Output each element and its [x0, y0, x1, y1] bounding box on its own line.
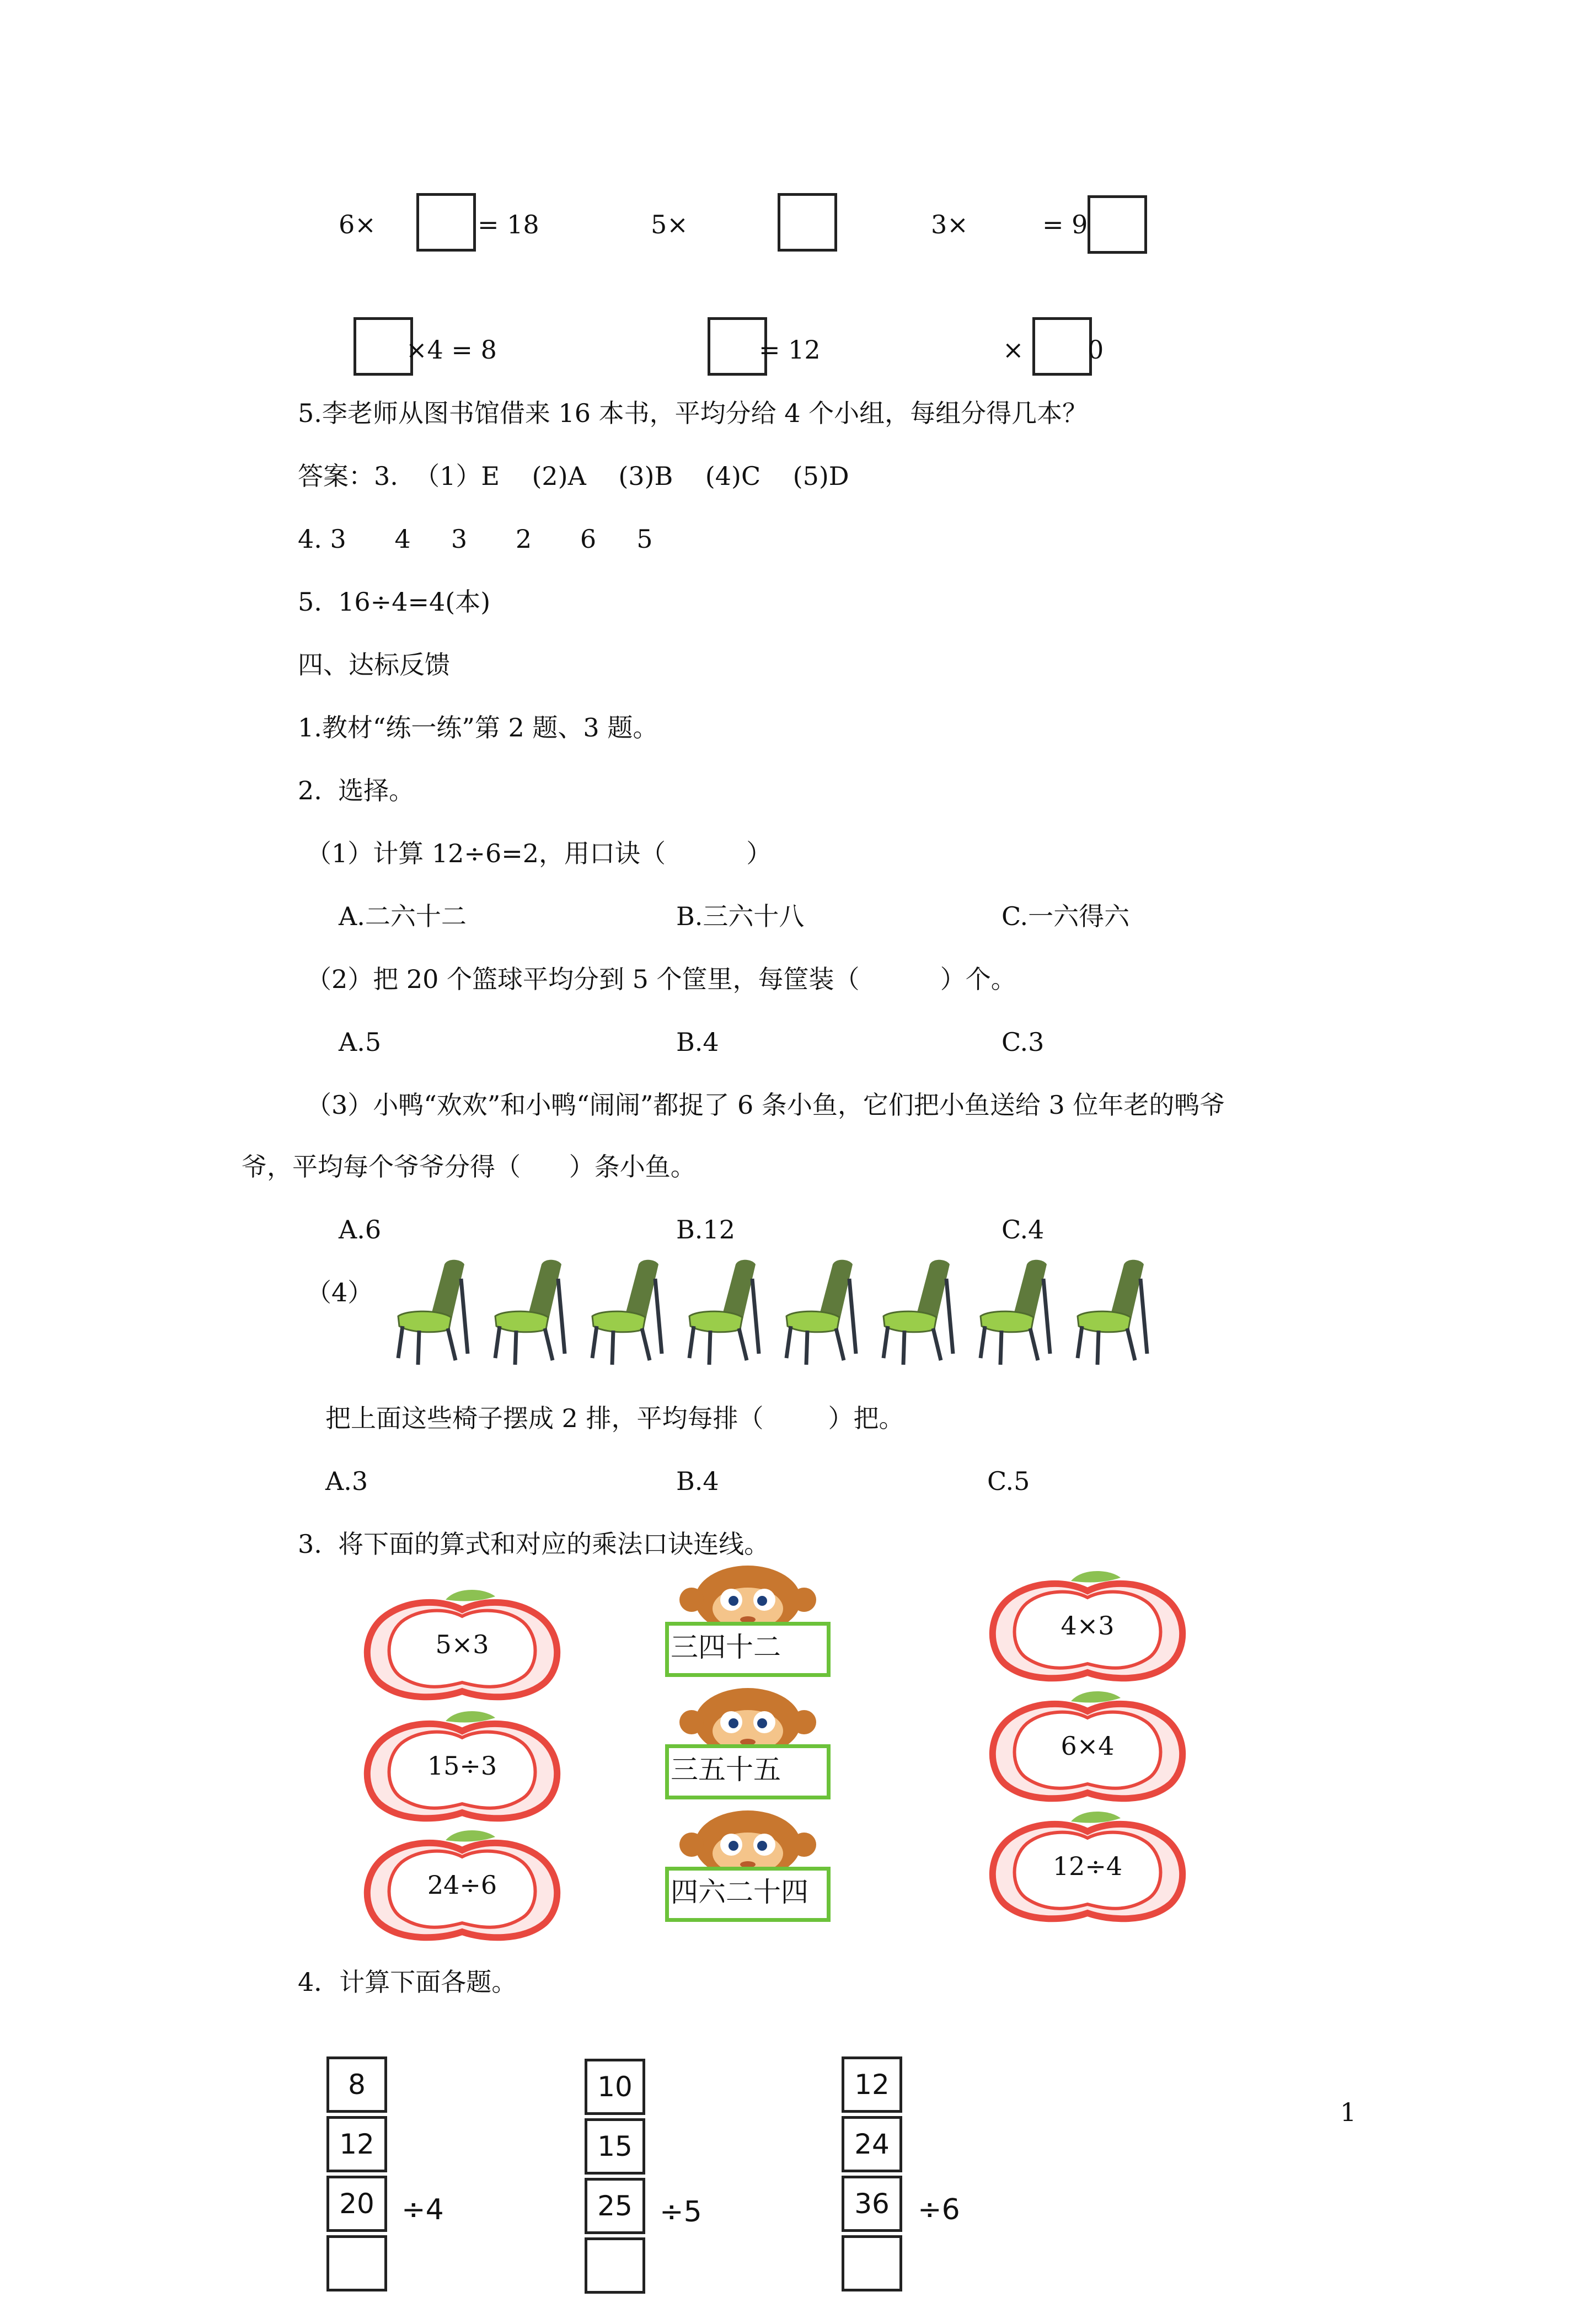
choice-1-question: （1）计算 12÷6=2，用口诀（ ） [306, 838, 772, 868]
fill-row1-expr2-left: 5× [651, 210, 688, 239]
apple-label: 4×3 [1061, 1611, 1115, 1641]
choice-3-option-c: C.4 [1001, 1215, 1045, 1244]
fill-row1-expr3-right: = 9 [1042, 210, 1088, 239]
monkey-sign-label: 四六二十四 [671, 1876, 808, 1908]
fill-row2-expr2: = 12 [759, 335, 821, 365]
monkey-sign-label: 三四十二 [671, 1631, 781, 1663]
calc-cell: 10 [585, 2059, 645, 2115]
apple-label: 24÷6 [427, 1870, 497, 1900]
choice-2-option-a: A.5 [339, 1027, 382, 1057]
chair-icon [779, 1257, 861, 1367]
choice-4-question: 把上面这些椅子摆成 2 排，平均每排（ ）把。 [325, 1403, 904, 1433]
answer-line-2: 4. 3 4 3 2 6 5 [298, 524, 653, 554]
apple-card[interactable] [983, 1685, 1192, 1806]
choice-3-option-a: A.6 [339, 1215, 382, 1244]
fill-row1-expr1-left: 6× [339, 210, 376, 239]
blank-box[interactable] [1088, 195, 1147, 254]
monkey-sign-label: 三五十五 [671, 1754, 781, 1786]
monkey-sign-card[interactable] [665, 1561, 842, 1682]
choice-4-option-a: A.3 [325, 1466, 368, 1496]
choice-2-question: （2）把 20 个篮球平均分到 5 个筐里，每筐装（ ）个。 [306, 964, 1016, 994]
chair-icon [488, 1257, 570, 1367]
choice-4-option-b: B.4 [676, 1466, 719, 1496]
apple-card[interactable] [357, 1583, 567, 1705]
choice-1-option-b: B.三六十八 [676, 901, 805, 931]
item-1: 1.教材“练一练”第 2 题、3 题。 [298, 713, 658, 742]
blank-box[interactable] [354, 317, 413, 376]
section-title: 四、达标反馈 [298, 650, 450, 680]
apple-label: 6×4 [1061, 1731, 1115, 1761]
calc-cell-blank[interactable] [842, 2235, 902, 2291]
fill-row1-expr1-right: = 18 [478, 210, 539, 239]
calc-column [842, 2056, 908, 2295]
calc-column [326, 2056, 393, 2295]
calc-cell: 20 [326, 2176, 387, 2232]
chair-icon [682, 1257, 764, 1367]
page-number: 1 [1340, 2097, 1357, 2127]
calc-cell: 25 [585, 2178, 645, 2234]
chair-icon [390, 1257, 473, 1367]
chair-icon [585, 1257, 667, 1367]
choice-4-option-c: C.5 [987, 1466, 1030, 1496]
choice-4-label: （4） [306, 1278, 373, 1307]
calc-divisor: ÷5 [660, 2195, 702, 2229]
blank-box[interactable] [1032, 317, 1092, 376]
choice-2-option-b: B.4 [676, 1027, 719, 1057]
blank-box[interactable] [778, 193, 837, 252]
calc-divisor: ÷4 [401, 2193, 444, 2226]
apple-label: 12÷4 [1052, 1851, 1123, 1881]
blank-box[interactable] [416, 193, 476, 252]
monkey-sign-card[interactable] [665, 1684, 842, 1805]
monkey-sign-card[interactable] [665, 1806, 842, 1927]
item-3: 3. 将下面的算式和对应的乘法口诀连线。 [298, 1529, 770, 1559]
calc-cell-blank[interactable] [585, 2237, 645, 2294]
item-4: 4．计算下面各题。 [298, 1967, 517, 1997]
chair-icon [1070, 1257, 1153, 1367]
answer-line-3: 5. 16÷4=4(本) [298, 587, 491, 617]
fill-row2-expr1: ×4 = 8 [406, 335, 497, 365]
fill-row2-expr3-right: 0 [1088, 335, 1104, 365]
choice-1-option-a: A.二六十二 [339, 901, 467, 931]
choice-3-option-b: B.12 [676, 1215, 735, 1244]
choice-3-question-line2: 爷，平均每个爷爷分得（ ）条小鱼。 [242, 1152, 696, 1182]
choice-1-option-c: C.一六得六 [1001, 901, 1130, 931]
calc-cell: 12 [326, 2116, 387, 2172]
apple-label: 5×3 [435, 1630, 489, 1659]
apple-card[interactable] [357, 1824, 567, 1945]
calc-cell: 8 [326, 2056, 387, 2113]
calc-column [585, 2059, 651, 2297]
apple-label: 15÷3 [427, 1751, 497, 1781]
blank-box[interactable] [708, 317, 767, 376]
calc-cell: 12 [842, 2056, 902, 2113]
question-5: 5.李老师从图书馆借来 16 本书，平均分给 4 个小组，每组分得几本？ [298, 398, 1088, 428]
calc-cell: 15 [585, 2118, 645, 2175]
apple-card[interactable] [983, 1564, 1192, 1686]
apple-card[interactable] [983, 1805, 1192, 1926]
item-2: 2. 选择。 [298, 776, 415, 805]
calc-divisor: ÷6 [918, 2193, 960, 2226]
fill-row2-expr3-left: × [1003, 335, 1024, 365]
choice-2-option-c: C.3 [1001, 1027, 1045, 1057]
calc-cell: 36 [842, 2176, 902, 2232]
chair-icon [876, 1257, 958, 1367]
calc-cell-blank[interactable] [326, 2235, 387, 2291]
fill-row1-expr3-left: 3× [931, 210, 968, 239]
chair-icon [973, 1257, 1056, 1367]
apple-card[interactable] [357, 1705, 567, 1826]
choice-3-question-line1: （3）小鸭“欢欢”和小鸭“闹闹”都捉了 6 条小鱼，它们把小鱼送给 3 位年老的鸭爷 [306, 1090, 1225, 1120]
answer-line-1: 答案：3. （1）E (2)A (3)B (4)C (5)D [298, 461, 849, 491]
calc-cell: 24 [842, 2116, 902, 2172]
